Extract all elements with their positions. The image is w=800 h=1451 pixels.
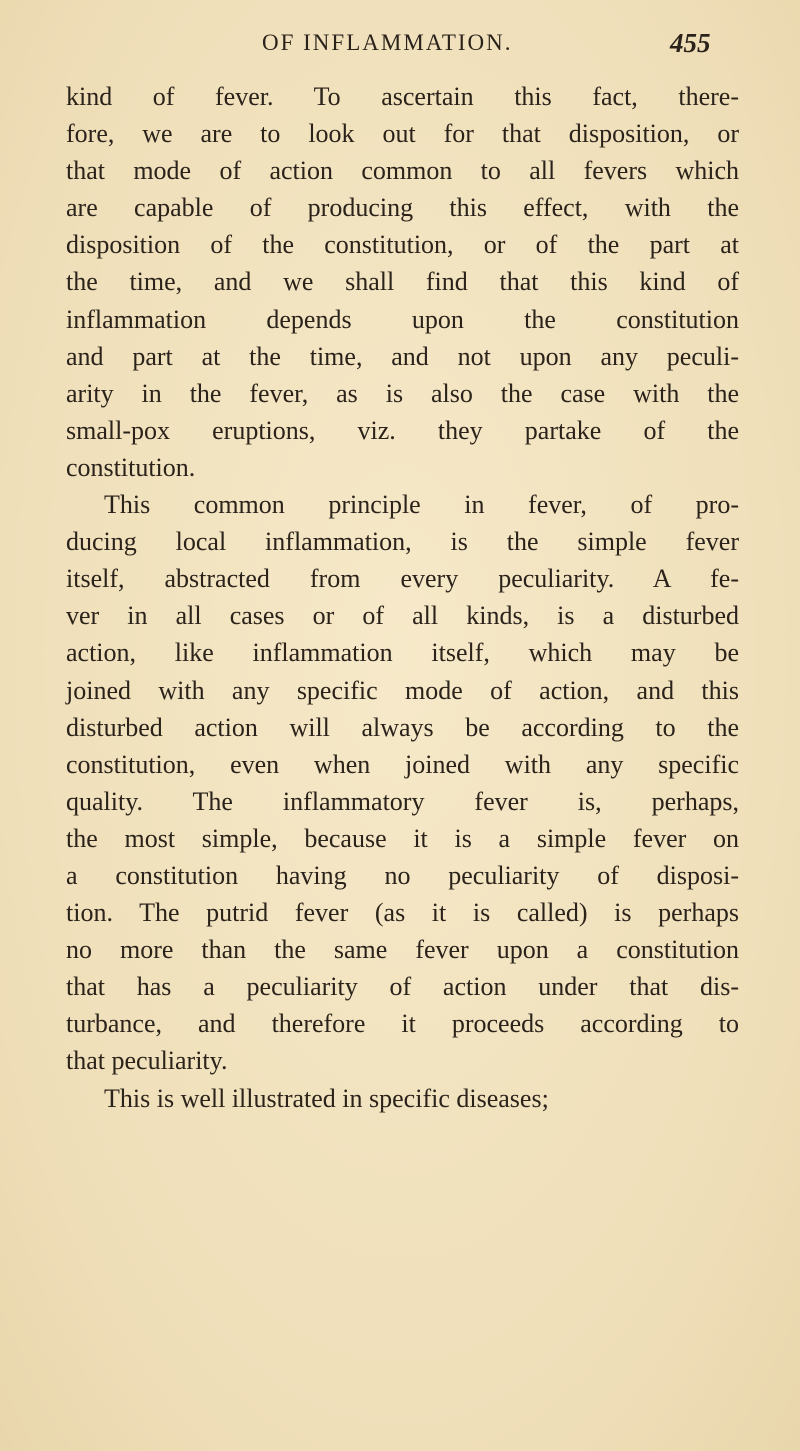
paragraph-end-line: that peculiarity. — [66, 1046, 228, 1076]
text-line: disturbed action will always be according to the — [66, 712, 739, 742]
text-line: inflammation depends upon the constitution — [66, 304, 739, 334]
text-line: ducing local inflammation, is the simple fever — [66, 527, 739, 557]
body-text — [66, 78, 739, 1117]
text-line: itself, abstracted from every peculiarity. A fe- — [66, 564, 739, 594]
page-number: 455 — [670, 28, 711, 58]
text-line: kind of fever. To ascertain this fact, there- — [66, 82, 739, 111]
paragraph-start-line: This common principle in fever, of pro- — [104, 490, 739, 520]
paragraph-end-line: constitution. — [66, 452, 196, 482]
text-line: ver in all cases or of all kinds, is a disturbed — [66, 601, 739, 631]
text-line: turbance, and therefore it proceeds according to — [66, 1009, 739, 1039]
text-line: action, like inflammation itself, which may be — [66, 638, 739, 668]
text-line: arity in the fever, as is also the case with the — [66, 378, 739, 408]
text-line: and part at the time, and not upon any peculi- — [66, 341, 739, 371]
text-line: joined with any specific mode of action, and this — [66, 675, 739, 705]
text-line: a constitution having no peculiarity of disposi- — [66, 860, 739, 890]
page-header — [262, 30, 782, 70]
text-line: tion. The putrid fever (as it is called) is perhaps — [66, 898, 739, 928]
text-line: that mode of action common to all fevers which — [66, 156, 739, 186]
text-line: quality. The inflammatory fever is, perhaps, — [66, 786, 739, 816]
text-line: fore, we are to look out for that disposition, or — [66, 119, 739, 149]
paragraph-start-line: This is well illustrated in specific diseases; — [104, 1083, 549, 1113]
text-line: disposition of the constitution, or of the part at — [66, 230, 739, 260]
text-line: the most simple, because it is a simple fever on — [66, 823, 739, 853]
text-line: that has a peculiarity of action under that dis- — [66, 972, 739, 1002]
text-line: the time, and we shall find that this kind of — [66, 267, 739, 297]
text-line: are capable of producing this effect, with the — [66, 193, 739, 223]
text-line: small-pox eruptions, viz. they partake of the — [66, 415, 739, 445]
text-line: constitution, even when joined with any specific — [66, 749, 739, 779]
running-head: OF INFLAMMATION. — [262, 30, 513, 55]
text-line: no more than the same fever upon a constitution — [66, 935, 739, 965]
